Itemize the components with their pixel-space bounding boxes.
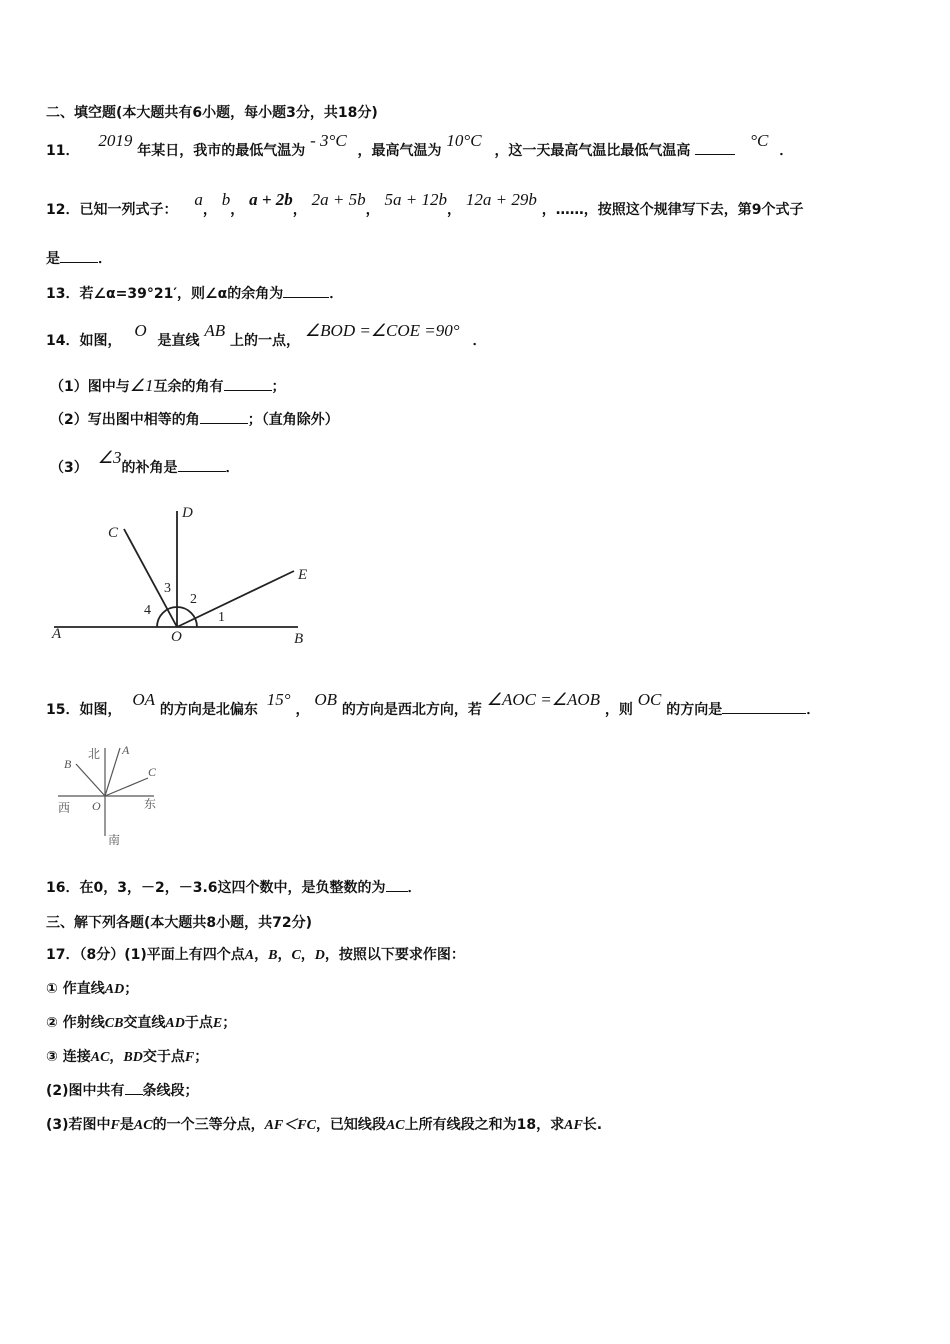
label-d: D <box>182 505 193 521</box>
answer-blank-11[interactable] <box>695 142 735 155</box>
ray-ob <box>76 764 105 796</box>
label-west: 西 <box>58 801 71 815</box>
label-angle-3: 3 <box>164 581 171 596</box>
question-17-step3: ③ 连接AC，BD交于点F； <box>46 1049 209 1065</box>
label-a: A <box>52 626 62 642</box>
question-14-part1: （1）图中与∠1互余的角有 ； <box>50 376 286 395</box>
question-16: 16．在0，3，－2，－3.6这四个数中，是负整数的为 ． <box>46 880 422 896</box>
ray-oc <box>105 778 148 796</box>
answer-blank-15[interactable] <box>722 701 806 714</box>
answer-blank-14-3[interactable] <box>178 459 226 472</box>
question-17-step1: ① 作直线AD； <box>46 981 139 997</box>
label-angle-4: 4 <box>144 603 151 618</box>
label-b: B <box>64 757 72 771</box>
question-11: 11． 2019 年某日，我市的最低气温为 - 3°C ，最高气温为 10°C ，这一天最高气温比最低气温高 °C ． <box>46 131 794 159</box>
figure-14-angles <box>40 495 330 655</box>
question-17: 17．（8分）(1)平面上有四个点A，B，C，D，按照以下要求作图： <box>46 947 465 963</box>
label-east: 东 <box>144 797 157 811</box>
answer-blank-13[interactable] <box>283 285 329 298</box>
answer-blank-12[interactable] <box>60 250 98 263</box>
label-angle-2: 2 <box>190 592 197 607</box>
label-north: 北 <box>88 747 101 761</box>
section-2-title: 二、填空题(本大题共有6小题，每小题3分，共18分) <box>46 105 378 121</box>
ray-oa <box>105 748 120 796</box>
question-17-part3: (3)若图中F是AC的一个三等分点，AF＜FC，已知线段AC上所有线段之和为18，求AF长. <box>46 1117 603 1133</box>
label-e: E <box>298 567 308 583</box>
label-o: O <box>92 799 101 813</box>
figure-15-compass <box>50 740 170 850</box>
question-17-part2: (2)图中共有 条线段； <box>46 1083 199 1099</box>
question-13: 13．若∠α=39°21′，则∠α的余角为 ． <box>46 286 344 302</box>
answer-blank-16[interactable] <box>386 879 408 892</box>
answer-blank-17-2[interactable] <box>125 1082 143 1095</box>
question-17-step2: ② 作射线CB交直线AD于点E； <box>46 1015 237 1031</box>
label-c: C <box>148 765 157 779</box>
question-12: 12．已知一列式子： a， b， a + 2b， 2a + 5b， 5a + 12b， 12a + 29b ，……，按照这个规律写下去，第9个式子 <box>46 190 804 218</box>
label-angle-1: 1 <box>218 610 225 625</box>
question-14: 14．如图， O 是直线 AB 上的一点， ∠BOD =∠COE =90° ． <box>46 321 487 349</box>
question-14-part3: （3）∠3的补角是 ． <box>50 448 240 476</box>
section-3-title: 三、解下列各题(本大题共8小题，共72分) <box>46 915 313 931</box>
answer-blank-14-2[interactable] <box>200 411 248 424</box>
label-south: 南 <box>108 833 121 847</box>
answer-blank-14-1[interactable] <box>224 378 272 391</box>
question-15: 15．如图， OA 的方向是北偏东 15° ， OB 的方向是西北方向，若 ∠AOC =∠AOB ，则 OC 的方向是 ． <box>46 690 821 718</box>
label-a: A <box>122 743 130 757</box>
question-14-part2: （2）写出图中相等的角 ；（直角除外） <box>50 412 339 428</box>
label-o: O <box>171 629 182 645</box>
label-b: B <box>294 631 304 647</box>
label-c: C <box>108 525 119 541</box>
question-12-cont: 是 ． <box>46 251 112 267</box>
